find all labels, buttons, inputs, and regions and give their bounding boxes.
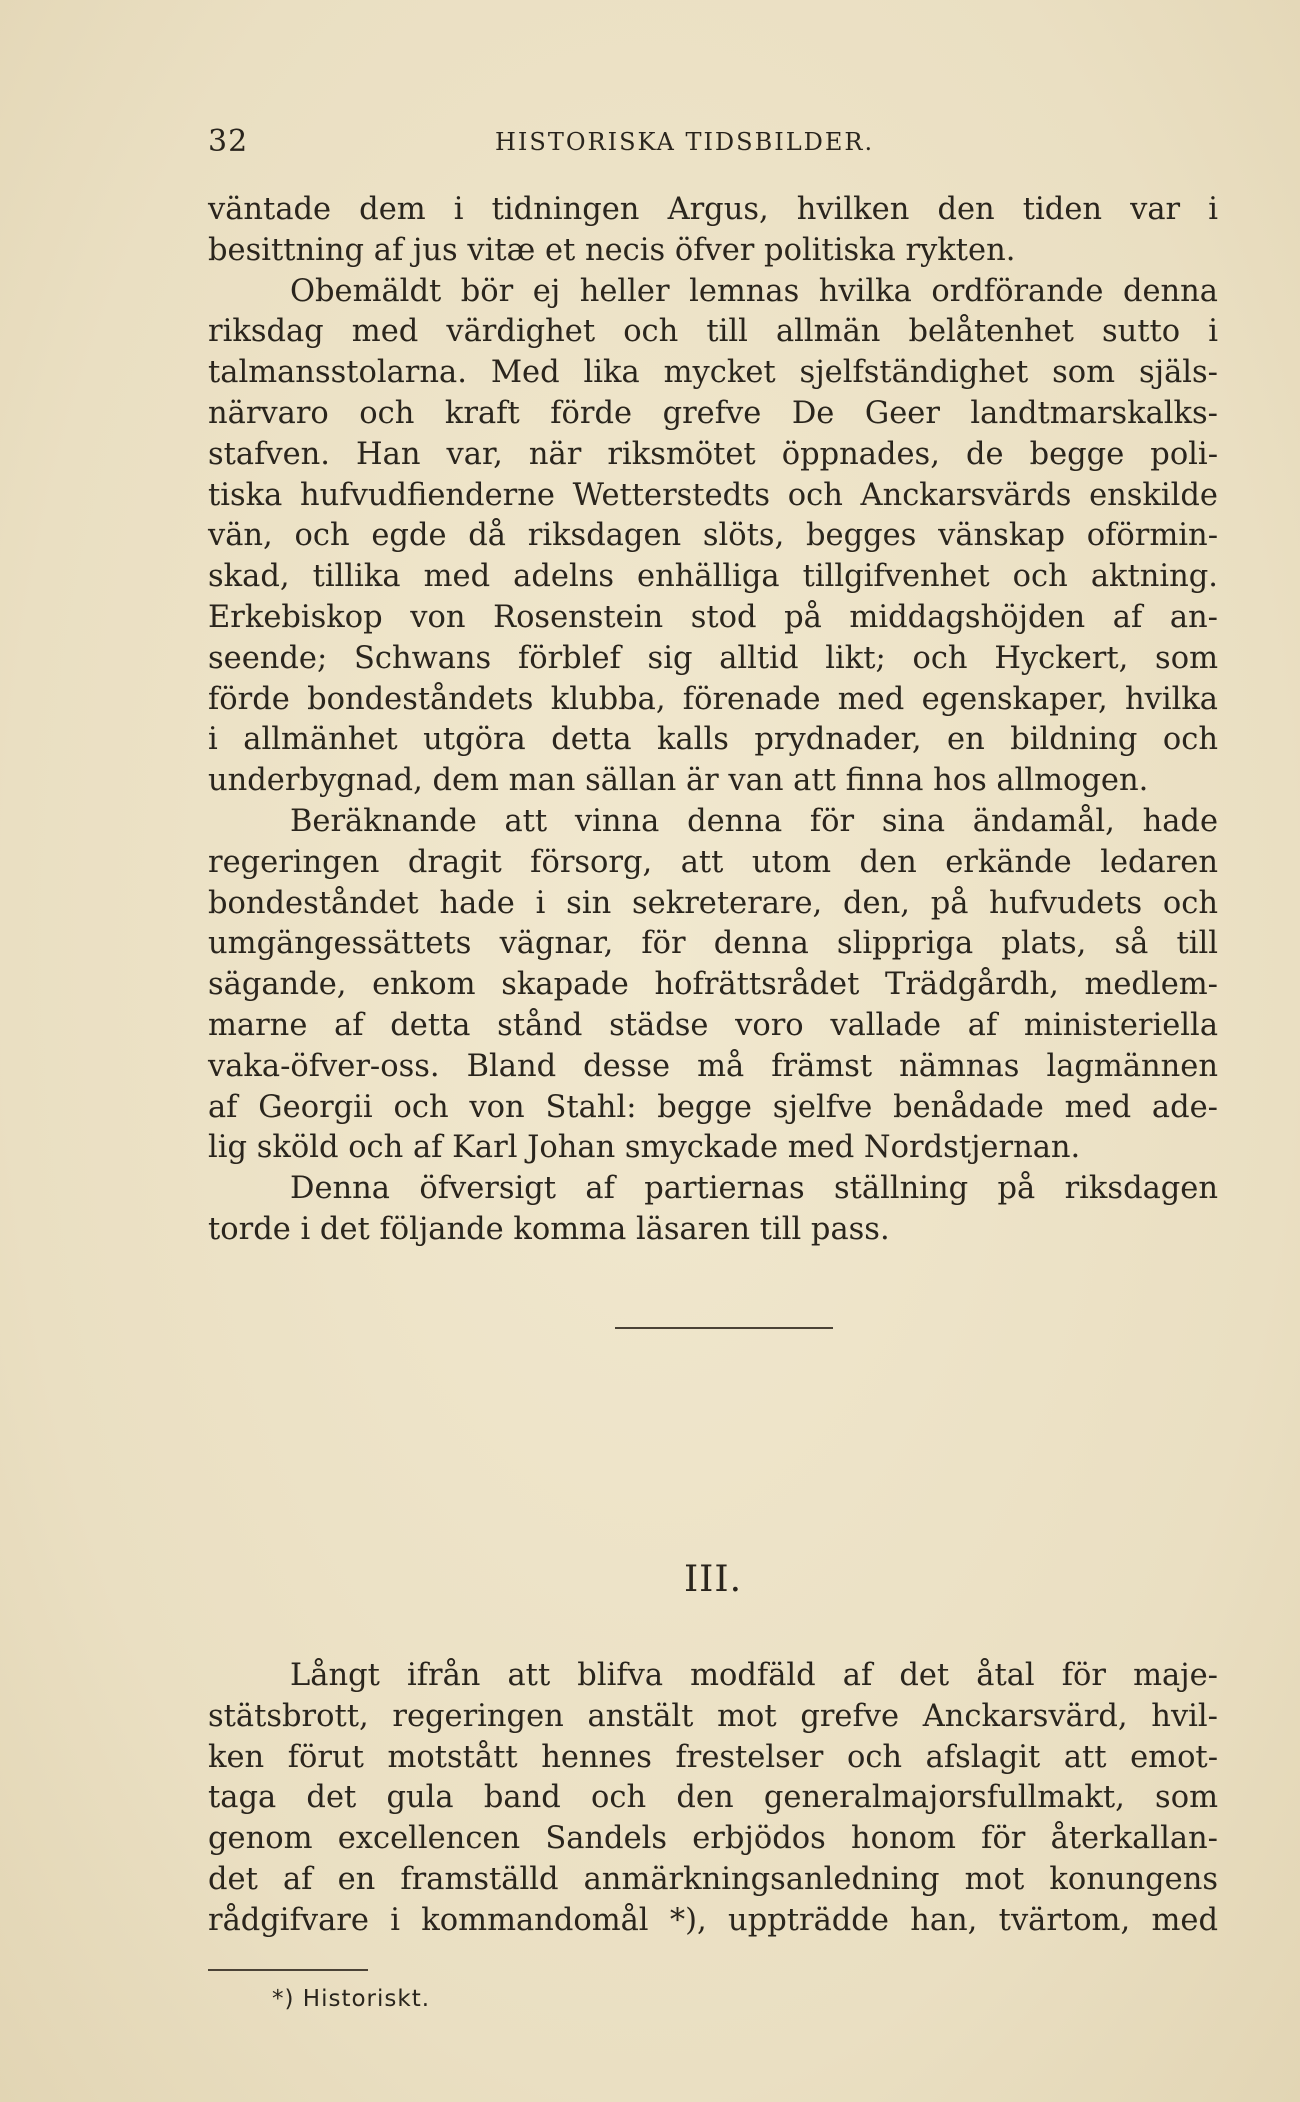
text-line: regeringen dragit försorg, att utom den erkände ledaren [208, 844, 1218, 880]
text-line: skad, tillika med adelns enhälliga tillgifvenhet och aktning. [208, 559, 1218, 595]
text-line: underbygnad, dem man sällan är van att finna hos allmogen. [208, 763, 1149, 799]
paragraph-2 [208, 272, 1218, 802]
text-line: Denna öfversigt af partiernas ställning på riksdagen [290, 1171, 1218, 1207]
text-line: stätsbrott, regeringen anstält mot grefve Anckarsvärd, hvil- [208, 1698, 1218, 1734]
text-line: riksdag med värdighet och till allmän belåtenhet sutto i [208, 314, 1218, 350]
page-number: 32 [208, 124, 249, 159]
body-text [208, 190, 1218, 1251]
text-line: förde bondeståndets klubba, förenade med egenskaper, hvilka [208, 681, 1218, 717]
footnote-rule [208, 1969, 368, 1971]
text-line: väntade dem i tidningen Argus, hvilken den tiden var i [208, 192, 1218, 227]
text-line: Långt ifrån att blifva modfäld af det åtal för maje- [290, 1658, 1218, 1693]
text-line: vaka-öfver-oss. Bland desse må främst nämnas lagmännen [208, 1048, 1218, 1084]
paragraph-1 [208, 190, 1218, 272]
text-line: Erkebiskop von Rosenstein stod på middagshöjden af an- [208, 599, 1218, 635]
text-line: besittning af jus vitæ et necis öfver politiska rykten. [208, 232, 1016, 268]
text-line: i allmänhet utgöra detta kalls prydnader, en bildning och [208, 722, 1218, 758]
footnote: *) Historiskt. [272, 1986, 431, 2012]
running-head [208, 118, 1218, 166]
text-line: af Georgii och von Stahl: begge sjelfve benådade med ade- [208, 1089, 1218, 1125]
text-line: Beräknande att vinna denna för sina ändamål, hade [290, 803, 1218, 839]
text-line: Obemäldt bör ej heller lemnas hvilka ordförande denna [290, 273, 1218, 309]
text-line: lig sköld och af Karl Johan smyckade med Nordstjernan. [208, 1130, 1081, 1166]
text-line: närvaro och kraft förde grefve De Geer landtmarskalks- [208, 395, 1218, 431]
book-page [208, 118, 1218, 2012]
text-line: vän, och egde då riksdagen slöts, begges vänskap oförmin- [208, 518, 1218, 554]
paragraph-4 [208, 1169, 1218, 1251]
text-line: torde i det följande komma läsaren till pass. [208, 1211, 890, 1247]
text-line: taga det gula band och den generalmajorsfullmakt, som [208, 1780, 1218, 1816]
text-line: det af en framställd anmärkningsanledning mot konungens [208, 1861, 1218, 1897]
section-divider [615, 1327, 833, 1329]
text-line: genom excellencen Sandels erbjödos honom för återkallan- [208, 1821, 1218, 1857]
text-line: tiska hufvudfienderne Wetterstedts och Anckarsvärds enskilde [208, 477, 1218, 513]
text-line: stafven. Han var, när riksmötet öppnades, de begge poli- [208, 436, 1218, 472]
section-number: III. [683, 1559, 743, 1600]
running-title: HISTORISKA TIDSBILDER. [495, 128, 875, 156]
text-line: seende; Schwans förblef sig alltid likt; och Hyckert, som [208, 640, 1218, 676]
text-line: rådgifvare i kommandomål *), uppträdde han, tvärtom, med [208, 1902, 1218, 1938]
section-paragraph [208, 1656, 1218, 1942]
text-line: sägande, enkom skapade hofrättsrådet Trädgårdh, medlem- [208, 967, 1218, 1003]
paragraph-3 [208, 802, 1218, 1169]
text-line: bondeståndet hade i sin sekreterare, den, på hufvudets och [208, 885, 1218, 921]
text-line: umgängessättets vägnar, för denna slippriga plats, så till [208, 926, 1218, 962]
text-line: marne af detta stånd städse voro vallade af ministeriella [208, 1007, 1218, 1043]
text-line: talmansstolarna. Med lika mycket sjelfständighet som själs- [208, 355, 1218, 391]
text-line: ken förut motstått hennes frestelser och afslagit att emot- [208, 1739, 1218, 1775]
